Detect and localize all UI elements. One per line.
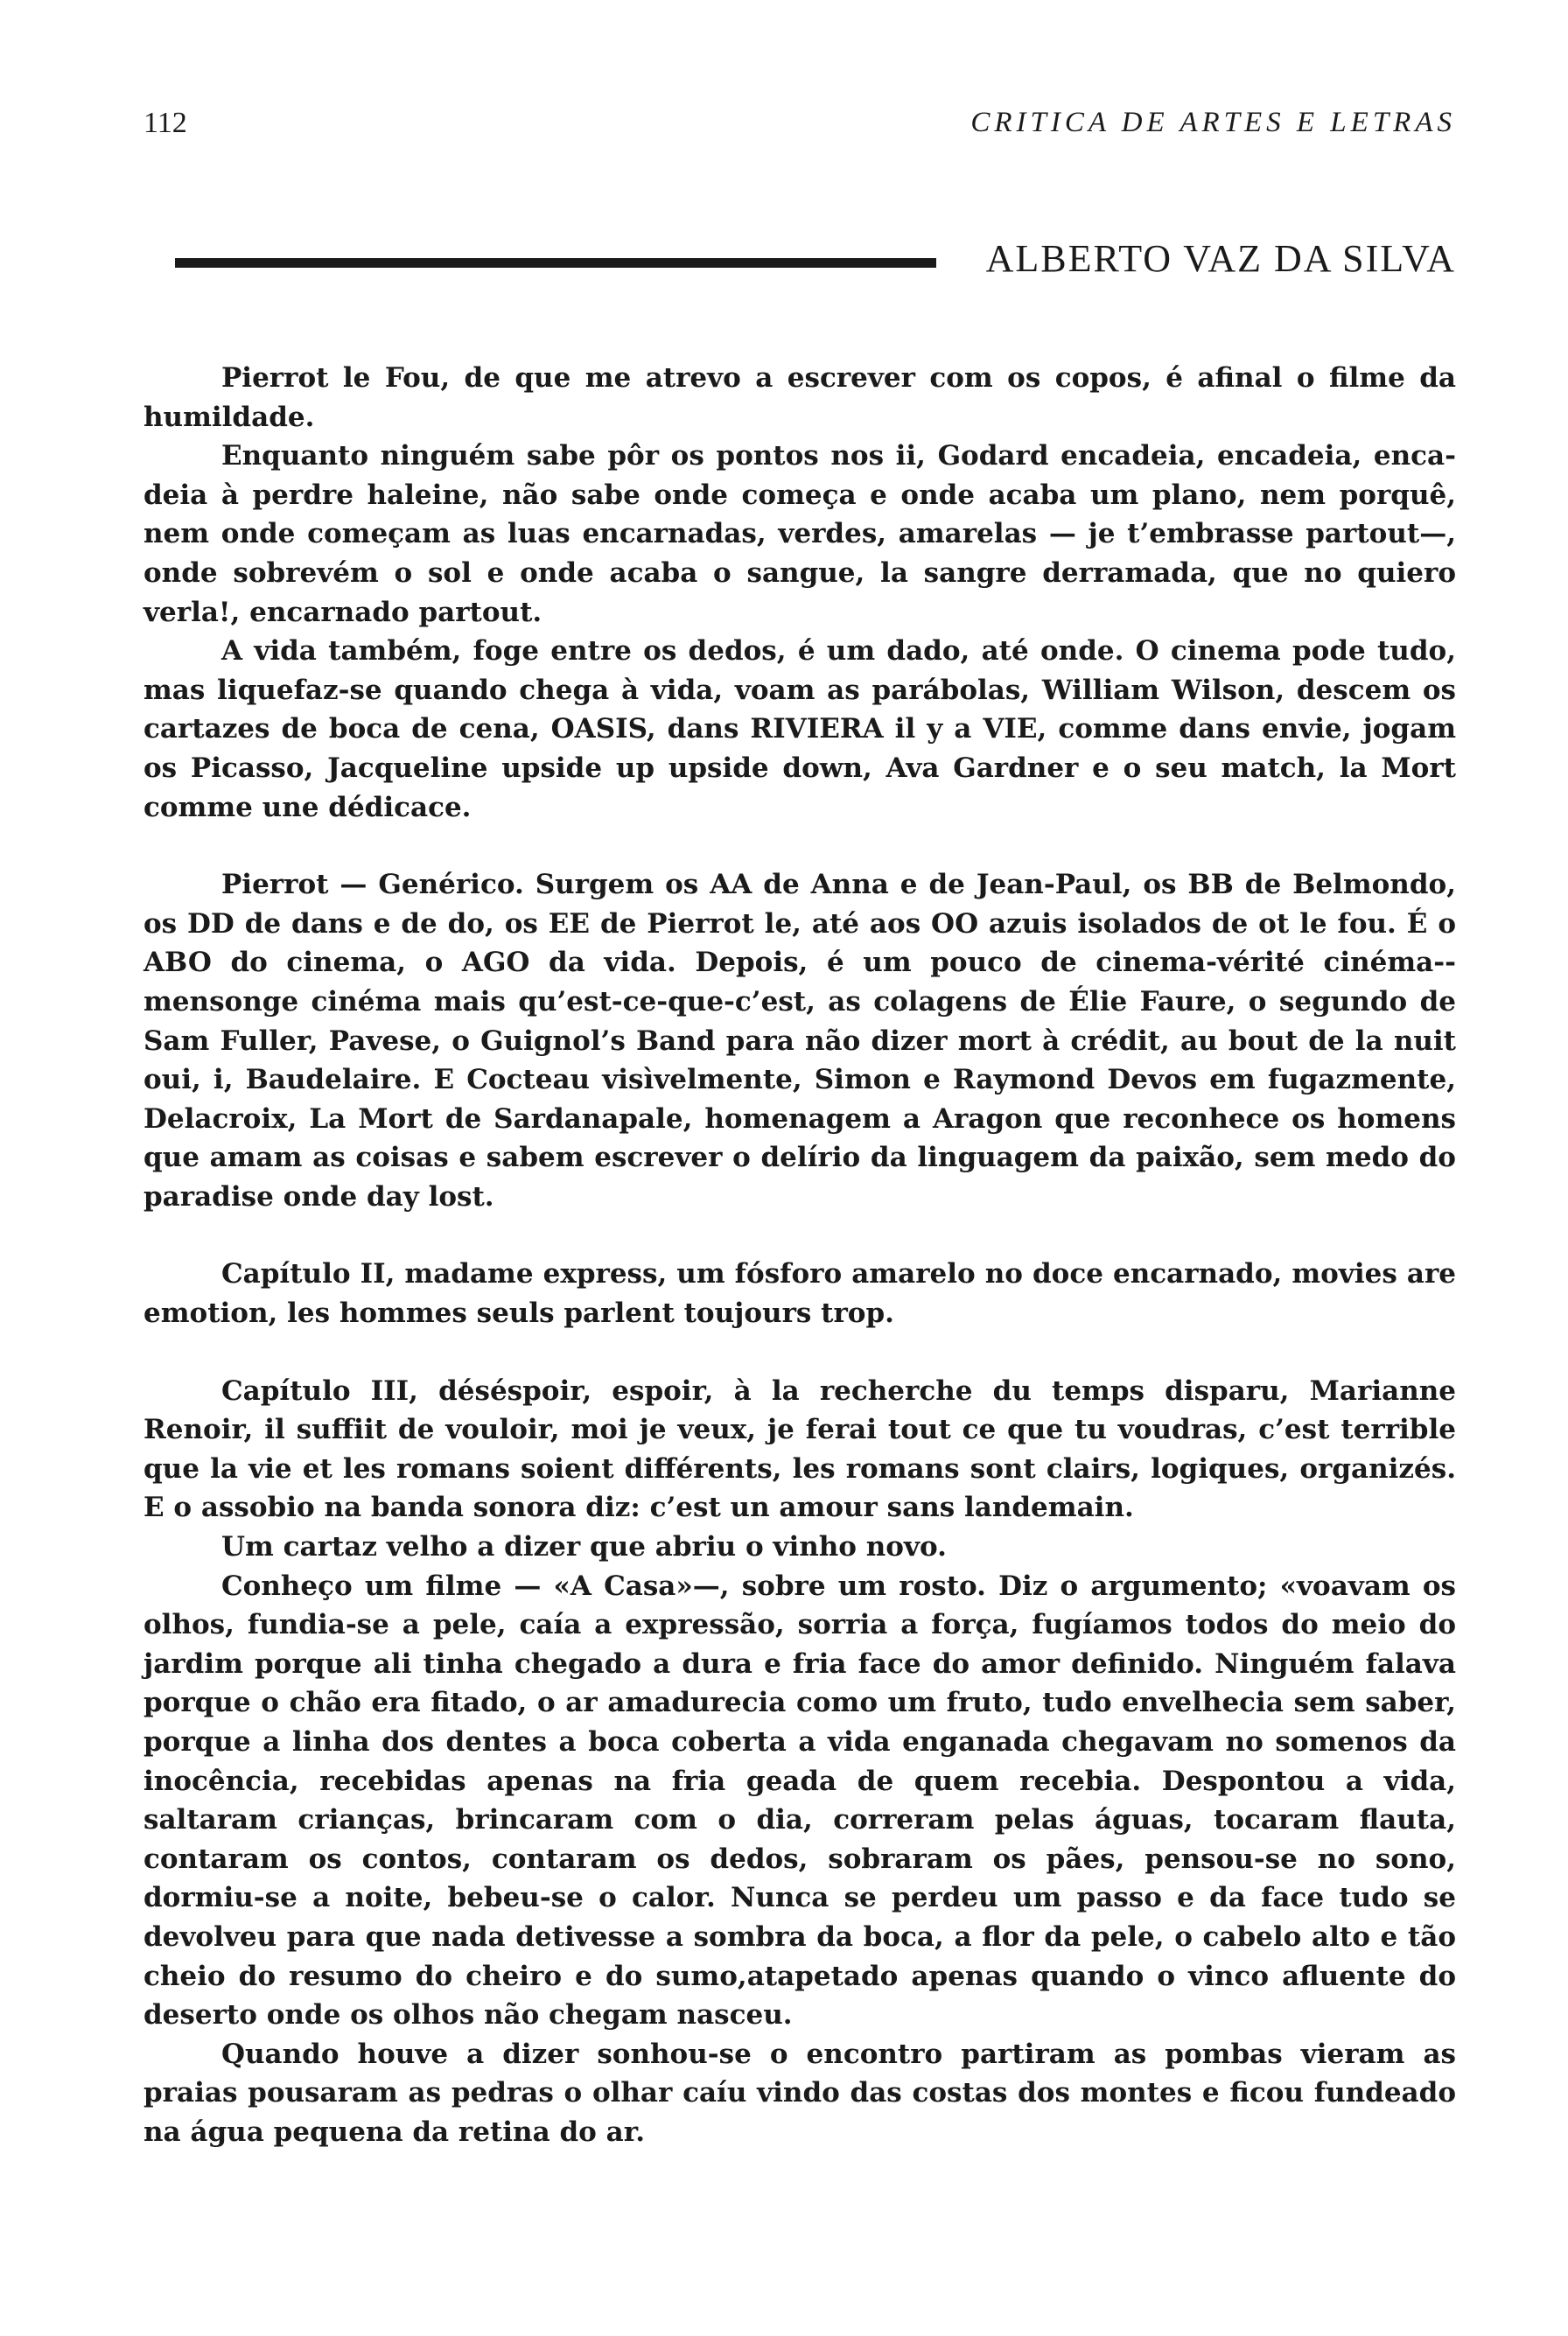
- paragraph: Pierrot — Genérico. Surgem os AA de Anna e de Jean-Paul, os BB de Belmondo, os DD de dans e de do, os EE de Pierrot le, até aos OO azuis isolados de ot le fou. É o ABO do cinema, o AGO da vida. Depois, é um pouco de cinema-vérité cinéma--mensonge cinéma mais qu’est-ce-que-c’est, as colagens de Élie Faure, o segundo de Sam Fuller, Pavese, o Guignol’s Band para não dizer mort à crédit, au bout de la nuit oui, i, Baudelaire. E Cocteau visìvelmente, Simon e Raymond Devos em fugazmente, Delacroix, La Mort de Sardanapale, homenagem a Aragon que reconhece os homens que amam as coisas e sabem escrever o delírio da linguagem da paixão, sem medo do paradise onde day lost.: [144, 869, 1456, 1213]
- paragraph: Quando houve a dizer sonhou-se o encontro partiram as pombas vieram as praias pousaram as pedras o olhar caíu vindo das costas dos montes e ficou fundeado na água pequena da retina do ar.: [144, 2038, 1456, 2148]
- paragraph: Capítulo II, madame express, um fósforo amarelo no doce encarnado, movies are emotion, les hommes seuls parlent toujours trop.: [144, 1258, 1456, 1330]
- paragraph: A vida também, foge entre os dedos, é um dado, até onde. O cinema pode tudo, mas liquefaz-se quando chega à vida, voam as parábolas, William Wilson, descem os cartazes de boca de cena, OASIS, dans RIVIERA il y a VIE, comme dans envie, jogam os Picasso, Jacqueline upside up upside down, Ava Gardner e o seu match, la Mort comme une dédicace.: [144, 635, 1456, 823]
- paragraph: Pierrot le Fou, de que me atrevo a escrever com os copos, é afinal o filme da humildade.: [144, 362, 1456, 433]
- paragraph: Capítulo III, déséspoir, espoir, à la recherche du temps disparu, Marianne Renoir, il suffiit de vouloir, moi je veux, je ferai tout ce que tu voudras, c’est terrible que la vie et les romans soient différents, les romans sont clairs, logiques, organizés. E o assobio na banda sonora diz: c’est un amour sans landemain.: [144, 1374, 1456, 1524]
- paragraph: Enquanto ninguém sabe pôr os pontos nos ii, Godard encadeia, encadeia, encadeia à perdre haleine, não sabe onde começa e onde acaba um plano, nem porquê, nem onde começam as luas encarnadas, verdes, amarelas — je t’embrasse partout—, onde sobrevém o sol e onde acaba o sangue, la sangre derramada, que no quiero verla!, encarnado partout.: [144, 440, 1456, 628]
- running-head: [144, 107, 1456, 150]
- paragraph: Conheço um filme — «A Casa»—, sobre um rosto. Diz o argumento; «voavam os olhos, fundia-se a pele, caía a expressão, sorria a força, fugíamos todos do meio do jardim porque ali tinha chegado a dura e fria face do amor definido. Ninguém falava porque o chão era fitado, o ar amadurecia como um fruto, tudo envelhecia sem saber, porque a linha dos dentes a boca coberta a vida enganada chegavam no somenos da inocência, recebidas apenas na fria geada de quem recebia. Despontou a vida, saltaram crianças, brincaram com o dia, correram pelas águas, tocaram flauta, contaram os contos, contaram os dedos, sobraram os pães, pensou-se no sono, dormiu-se a noite, bebeu-se o calor. Nunca se perdeu um passo e da face tudo se devolveu para que nada detivesse a sombra da boca, a flor da pele, o cabelo alto e tão cheio do resumo do cheiro e do sumo,atapetado apenas quando o vinco afluente do deserto onde os olhos não chegam nasceu.: [144, 1570, 1456, 2032]
- author-line: [175, 236, 1456, 289]
- article-body: [144, 359, 1456, 2152]
- author-name: ALBERTO VAZ DA SILVA: [985, 237, 1456, 280]
- author-rule: [175, 258, 936, 268]
- page-number: 112: [144, 107, 187, 139]
- journal-title: CRITICA DE ARTES E LETRAS: [970, 107, 1456, 138]
- paragraph: Um cartaz velho a dizer que abriu o vinho novo.: [221, 1531, 947, 1563]
